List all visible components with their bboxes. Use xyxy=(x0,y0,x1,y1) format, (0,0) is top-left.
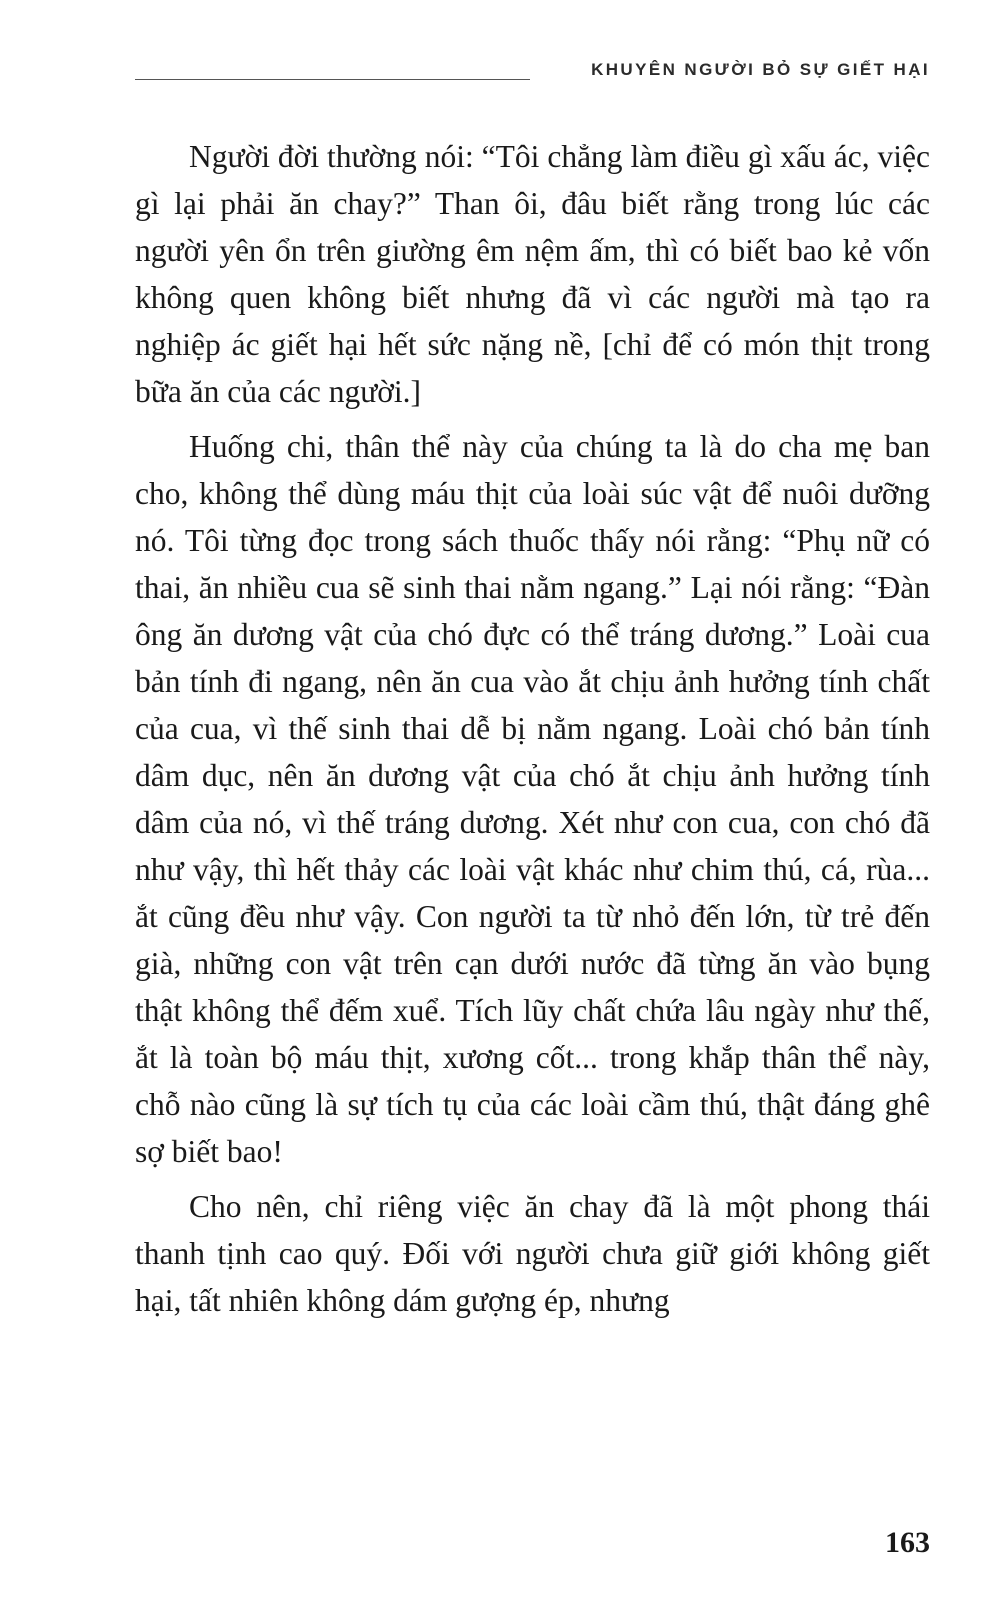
paragraph-2: Huống chi, thân thể này của chúng ta là do cha mẹ ban cho, không thể dùng máu thịt của loài súc vật để nuôi dưỡng nó. Tôi từng đọc trong sách thuốc thấy nói rằng: “Phụ nữ có thai, ăn nhiều cua sẽ sinh thai nằm ngang.” Lại nói rằng: “Đàn ông ăn dương vật của chó đực có thể tráng dương.” Loài cua bản tính đi ngang, nên ăn cua vào ắt chịu ảnh hưởng tính chất của cua, vì thế sinh thai dễ bị nằm ngang. Loài chó bản tính dâm dục, nên ăn dương vật của chó ắt chịu ảnh hưởng tính dâm của nó, vì thế tráng dương. Xét như con cua, con chó đã như vậy, thì hết thảy các loài vật khác như chim thú, cá, rùa... ắt cũng đều như vậy. Con người ta từ nhỏ đến lớn, từ trẻ đến già, những con vật trên cạn dưới nước đã từng ăn vào bụng thật không thể đếm xuể. Tích lũy chất chứa lâu ngày như thế, ắt là toàn bộ máu thịt, xương cốt... trong khắp thân thể này, chỗ nào cũng là sự tích tụ của các loài cầm thú, thật đáng ghê sợ biết bao! xyxy=(135,429,930,1169)
page-body xyxy=(135,133,930,1332)
page-number: 163 xyxy=(885,1526,930,1559)
running-title: KHUYÊN NGƯỜI BỎ SỰ GIẾT HẠI xyxy=(591,60,930,79)
paragraph-3: Cho nên, chỉ riêng việc ăn chay đã là một phong thái thanh tịnh cao quý. Đối với người chưa giữ giới không giết hại, tất nhiên không dám gượng ép, nhưng xyxy=(135,1189,930,1318)
header-rule xyxy=(135,79,530,80)
running-header xyxy=(135,56,930,86)
paragraph-1: Người đời thường nói: “Tôi chẳng làm điều gì xấu ác, việc gì lại phải ăn chay?” Than ôi, đâu biết rằng trong lúc các người yên ổn trên giường êm nệm ấm, thì có biết bao kẻ vốn không quen không biết nhưng đã vì các người mà tạo ra nghiệp ác giết hại hết sức nặng nề, [chỉ để có món thịt trong bữa ăn của các người.] xyxy=(135,139,930,409)
